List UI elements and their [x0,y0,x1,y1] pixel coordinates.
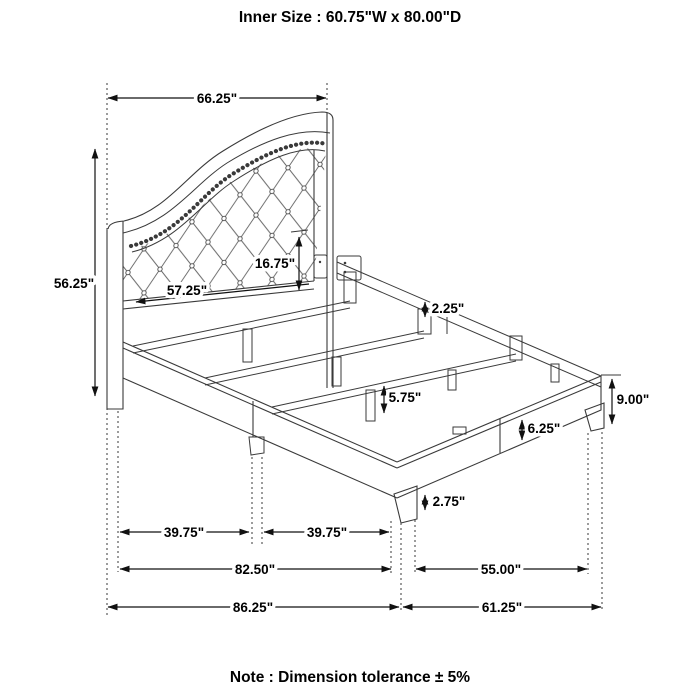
dim-label-headboard-width: 66.25" [196,91,238,106]
dim-label-frame-side-height: 6.25" [527,421,561,436]
dim-rail-span-right [264,525,389,540]
dim-label-overall-depth: 86.25" [232,600,274,615]
foot-face-plate [453,427,466,434]
dim-label-rail-span-right: 39.75" [306,525,348,540]
bracket-bolt-3 [319,261,321,263]
dim-label-foot-corner-height: 9.00" [616,392,650,407]
dim-label-foot-section-width: 55.00" [480,562,522,577]
dim-frame-side-height [522,420,560,440]
center-leg-1 [243,329,252,362]
dim-front-leg-height [425,494,465,510]
cross-slat-1 [133,301,350,353]
dim-rail-total-length [120,562,391,577]
dim-foot-corner-height [601,375,649,424]
dim-overall-depth [108,600,399,615]
bracket-bolt-1 [344,262,347,265]
center-leg-4 [448,370,456,390]
cross-slat-2 [205,331,424,385]
dim-headboard-width [108,91,326,106]
far-side-rail [337,262,601,387]
dim-label-headboard-inner-width: 57.25" [166,283,208,298]
dim-label-rail-span-left: 39.75" [163,525,205,540]
dim-foot-section-width [416,562,587,577]
dim-label-panel-height: 16.75" [254,256,296,271]
foot-face [397,376,601,498]
dim-rail-span-left [120,525,249,540]
foot-near-leg [394,486,417,523]
near-side-rail [123,342,397,498]
center-leg-3 [366,390,375,421]
dim-label-foot-overall-width: 61.25" [481,600,523,615]
headboard [107,112,340,409]
dim-label-front-leg-height: 2.75" [432,494,466,509]
rail-bracket-plate [337,256,361,280]
headboard-left-post [107,221,123,409]
diagram-title: Inner Size : 60.75"W x 80.00"D [238,9,462,26]
dim-label-rail-total-length: 82.50" [234,562,276,577]
dim-label-metal-rail-height: 2.25" [431,301,465,316]
dim-label-center-leg-height: 5.75" [388,390,422,405]
dim-center-leg-height [384,386,421,413]
dim-label-headboard-height: 56.25" [53,276,95,291]
footer-note: Note : Dimension tolerance ± 5% [229,669,471,686]
dim-headboard-height [54,149,95,396]
front-center-leg [249,437,264,455]
dim-foot-overall-width [403,600,601,615]
